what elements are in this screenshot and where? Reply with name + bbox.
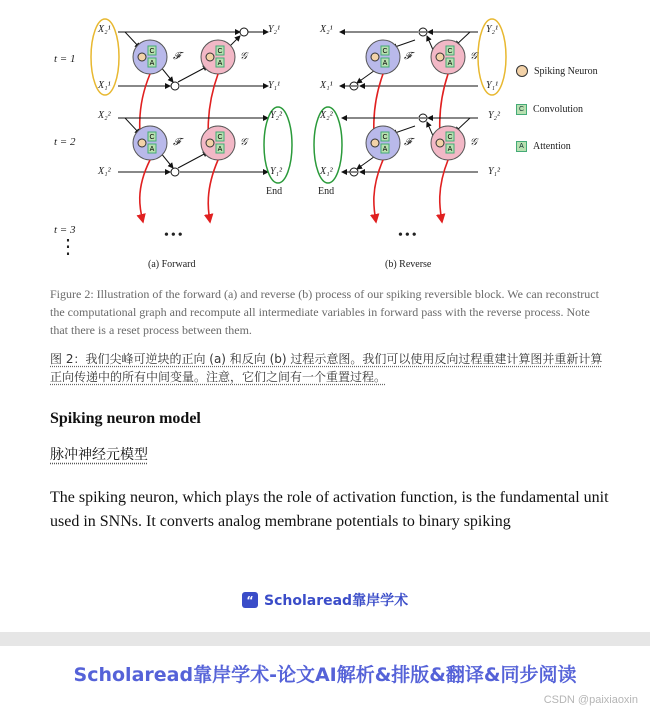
svg-text:A: A [447, 146, 453, 153]
fwd-x1-t1: X₁¹ [98, 80, 111, 91]
svg-text:C: C [447, 48, 453, 55]
add-node [171, 168, 179, 176]
rev-g-label-2: 𝒢 [470, 137, 478, 148]
rev-ellipsis: ••• [398, 228, 419, 243]
rev-y2-t1: Y₂¹ [486, 24, 499, 35]
svg-text:C: C [447, 134, 453, 141]
rev-y1-t2: Y₁² [488, 166, 501, 177]
body-paragraph: The spiking neuron, which plays the role of activation function, is the fundamental unit used in SNNs. It converts analog membrane potentials to binary spiking [50, 489, 609, 530]
spiking-neuron-icon [516, 65, 528, 77]
rev-x2-t1: X₂¹ [320, 24, 333, 35]
legend-spiking: Spiking Neuron [516, 65, 598, 77]
fwd-g-label-2: 𝒢 [240, 137, 248, 148]
convolution-icon: C [516, 104, 527, 115]
rev-y1-t1: Y₁¹ [486, 80, 499, 91]
fwd-ellipsis: ••• [164, 228, 185, 243]
fwd-x2-t2: X₂² [98, 110, 111, 121]
svg-text:C: C [149, 48, 155, 55]
figure-caption: Figure 2: Illustration of the forward (a) and reverse (b) process of our spiking reversible block. We can reconstruct the computational graph and recompute all intermediate variables in forward pass with the reverse process. Note that there is a reset process between them. [50, 287, 599, 337]
time-label-1: t = 1 [54, 53, 76, 65]
rev-x1-t1: X₁¹ [320, 80, 333, 91]
time-label-3: t = 3 [54, 224, 76, 236]
legend-conv: C Convolution [516, 104, 583, 115]
rev-g-label: 𝒢 [470, 51, 478, 62]
figure-2 [0, 0, 650, 280]
fwd-x2-t1: X₂¹ [98, 24, 111, 35]
svg-text:A: A [382, 146, 388, 153]
add-node [240, 28, 248, 36]
vertical-dots: ⋮ [58, 236, 78, 258]
fwd-y1-t2: Y₁² [270, 166, 283, 177]
legend-attn: A Attention [516, 141, 571, 152]
attention-icon: A [516, 141, 527, 152]
brand-name: Scholaread靠岸学术 [264, 593, 409, 609]
reverse-diagram [314, 19, 506, 222]
fwd-y2-t1: Y₂¹ [268, 24, 281, 35]
rev-end-label: End [318, 186, 335, 197]
fwd-x1-t2: X₁² [98, 166, 111, 177]
figure-caption-translation[interactable]: 图 2：我们尖峰可逆块的正向 (a) 和反向 (b) 过程示意图。我们可以使用反向过程重建计算图并重新计算正向传递中的所有中间变量。注意，它们之间有一个重置过程。 [50, 352, 603, 384]
svg-text:A: A [149, 146, 155, 153]
section-heading: Spiking neuron model [50, 410, 201, 427]
svg-text:C: C [149, 134, 155, 141]
block-diagram [0, 0, 650, 280]
rev-f-label-2: 𝓕 [404, 137, 412, 148]
rev-f-label: 𝓕 [404, 51, 412, 62]
rev-x1-t2: X₁² [320, 166, 333, 177]
watermark: CSDN @paixiaoxin [543, 694, 638, 706]
fwd-y2-t2: Y₂² [270, 110, 283, 121]
time-label-2: t = 2 [54, 136, 76, 148]
divider [0, 632, 650, 646]
add-node [171, 82, 179, 90]
svg-text:A: A [217, 60, 223, 67]
scholaread-brand-link[interactable] [242, 590, 408, 610]
svg-text:A: A [217, 146, 223, 153]
fwd-subcaption: (a) Forward [148, 259, 196, 270]
quote-logo-icon: “ [242, 592, 258, 608]
svg-text:C: C [217, 134, 223, 141]
fwd-y1-t1: Y₁¹ [268, 80, 281, 91]
fwd-f-label: 𝓕 [173, 51, 181, 62]
svg-text:C: C [382, 48, 388, 55]
fwd-g-label: 𝒢 [240, 51, 248, 62]
rev-subcaption: (b) Reverse [385, 259, 432, 270]
rev-x2-t2: X₂² [320, 110, 333, 121]
fwd-end-label: End [266, 186, 283, 197]
svg-text:A: A [149, 60, 155, 67]
section-heading-translation[interactable]: 脉冲神经元模型 [50, 447, 148, 463]
fwd-f-label-2: 𝓕 [173, 137, 181, 148]
svg-text:C: C [217, 48, 223, 55]
svg-text:A: A [447, 60, 453, 67]
forward-diagram [91, 19, 292, 222]
promo-banner[interactable]: Scholaread靠岸学术-论文AI解析&排版&翻译&同步阅读 [73, 664, 577, 686]
rev-y2-t2: Y₂² [488, 110, 501, 121]
svg-text:A: A [382, 60, 388, 67]
svg-text:C: C [382, 134, 388, 141]
